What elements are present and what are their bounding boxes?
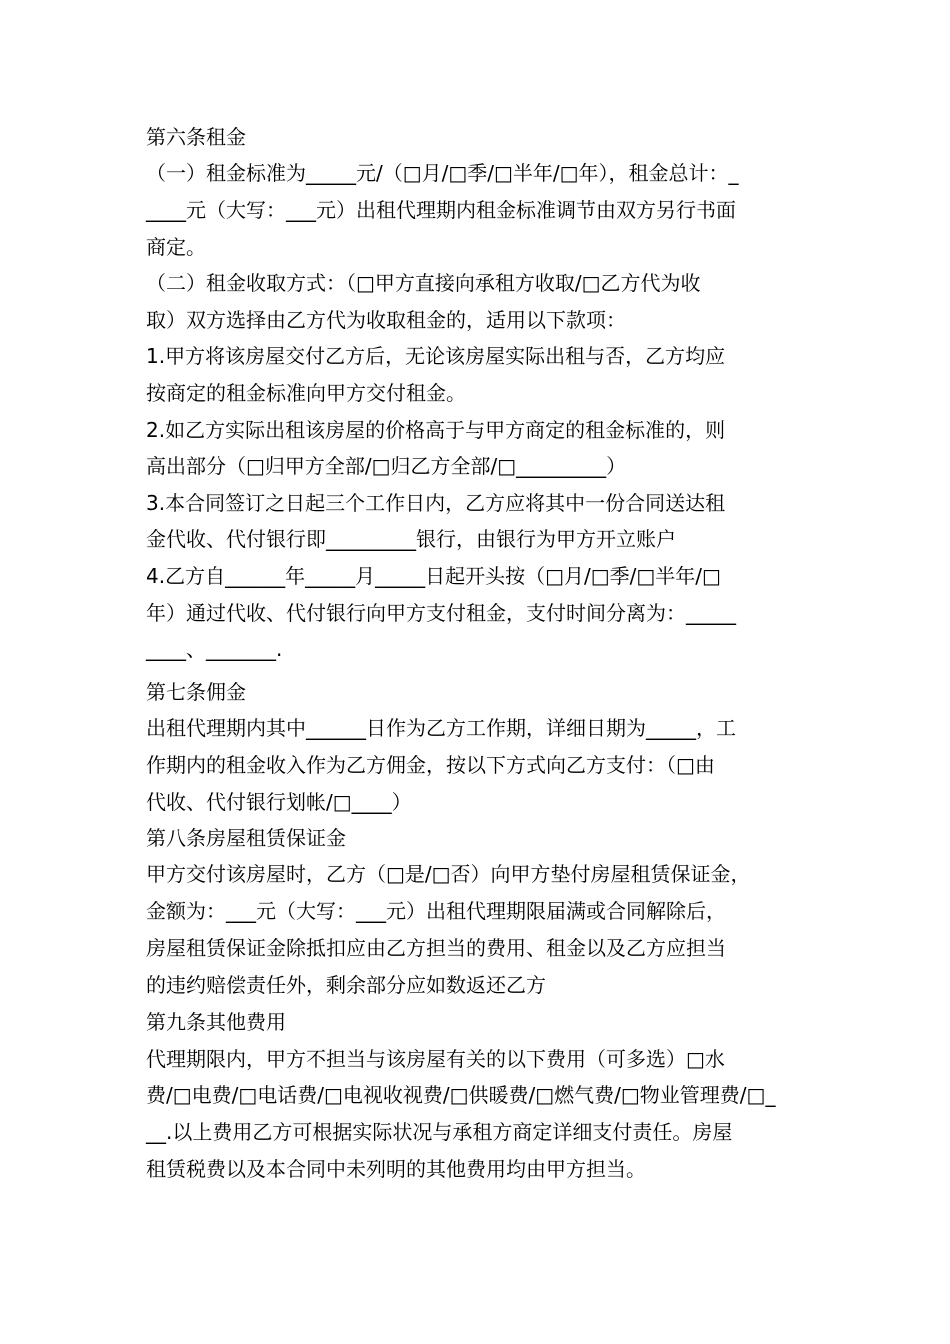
paragraph-line: 高出部分（□归甲方全部/□归乙方全部/□_________） xyxy=(146,454,627,478)
paragraph-line: （一）租金标准为_____元/（□月/□季/□半年/□年），租金总计：_ xyxy=(146,161,739,185)
paragraph-line: 年）通过代收、代付银行向甲方支付租金，支付时间分离为：_____ xyxy=(146,601,736,625)
paragraph-line: 房屋租赁保证金除抵扣应由乙方担当的费用、租金以及乙方应担当 xyxy=(146,936,726,960)
paragraph-line: （二）租金收取方式：（□甲方直接向承租方收取/□乙方代为收 xyxy=(146,271,701,295)
paragraph-line: 按商定的租金标准向甲方交付租金。 xyxy=(146,381,466,405)
paragraph-line: 2.如乙方实际出租该房屋的价格高于与甲方商定的租金标准的，则 xyxy=(146,418,726,442)
paragraph-line: 代理期限内，甲方不担当与该房屋有关的以下费用（可多选）□水 xyxy=(146,1047,725,1071)
paragraph-line: 金代收、代付银行即_________银行，由银行为甲方开立账户 xyxy=(146,527,676,551)
paragraph-line: 代收、代付银行划帐/□____） xyxy=(146,790,412,814)
paragraph-line: 取）双方选择由乙方代为收取租金的，适用以下款项： xyxy=(146,308,626,332)
paragraph-line: 1.甲方将该房屋交付乙方后，无论该房屋实际出租与否，乙方均应 xyxy=(146,344,726,368)
section-heading-rent: 第六条租金 xyxy=(146,125,246,149)
paragraph-line: __.以上费用乙方可根据实际状况与承租方商定详细支付责任。房屋 xyxy=(146,1120,733,1144)
paragraph-line: ____元（大写：___元）出租代理期内租金标准调节由双方另行书面 xyxy=(146,198,736,222)
section-heading-commission: 第七条佣金 xyxy=(146,680,246,704)
paragraph-line: 租赁税费以及本合同中未列明的其他费用均由甲方担当。 xyxy=(146,1157,646,1181)
paragraph-line: 4.乙方自______年_____月_____日起开头按（□月/□季/□半年/□ xyxy=(146,564,721,588)
section-heading-other-fees: 第九条其他费用 xyxy=(146,1010,286,1034)
paragraph-line: 出租代理期内其中______日作为乙方工作期，详细日期为_____，工 xyxy=(146,716,736,740)
paragraph-line: 费/□电费/□电话费/□电视收视费/□供暖费/□燃气费/□物业管理费/□_ xyxy=(146,1083,776,1107)
section-heading-deposit: 第八条房屋租赁保证金 xyxy=(146,826,346,850)
paragraph-line: ____、_______. xyxy=(146,637,283,661)
paragraph-line: 3.本合同签订之日起三个工作日内，乙方应将其中一份合同送达租 xyxy=(146,491,726,515)
paragraph-line: 甲方交付该房屋时，乙方（□是/□否）向甲方垫付房屋租赁保证金， xyxy=(146,862,751,886)
paragraph-line: 商定。 xyxy=(146,235,206,259)
paragraph-line: 作期内的租金收入作为乙方佣金，按以下方式向乙方支付：（□由 xyxy=(146,753,715,777)
paragraph-line: 金额为：___元（大写：___元）出租代理期限届满或合同解除后， xyxy=(146,899,726,923)
paragraph-line: 的违约赔偿责任外，剩余部分应如数返还乙方 xyxy=(146,973,546,997)
